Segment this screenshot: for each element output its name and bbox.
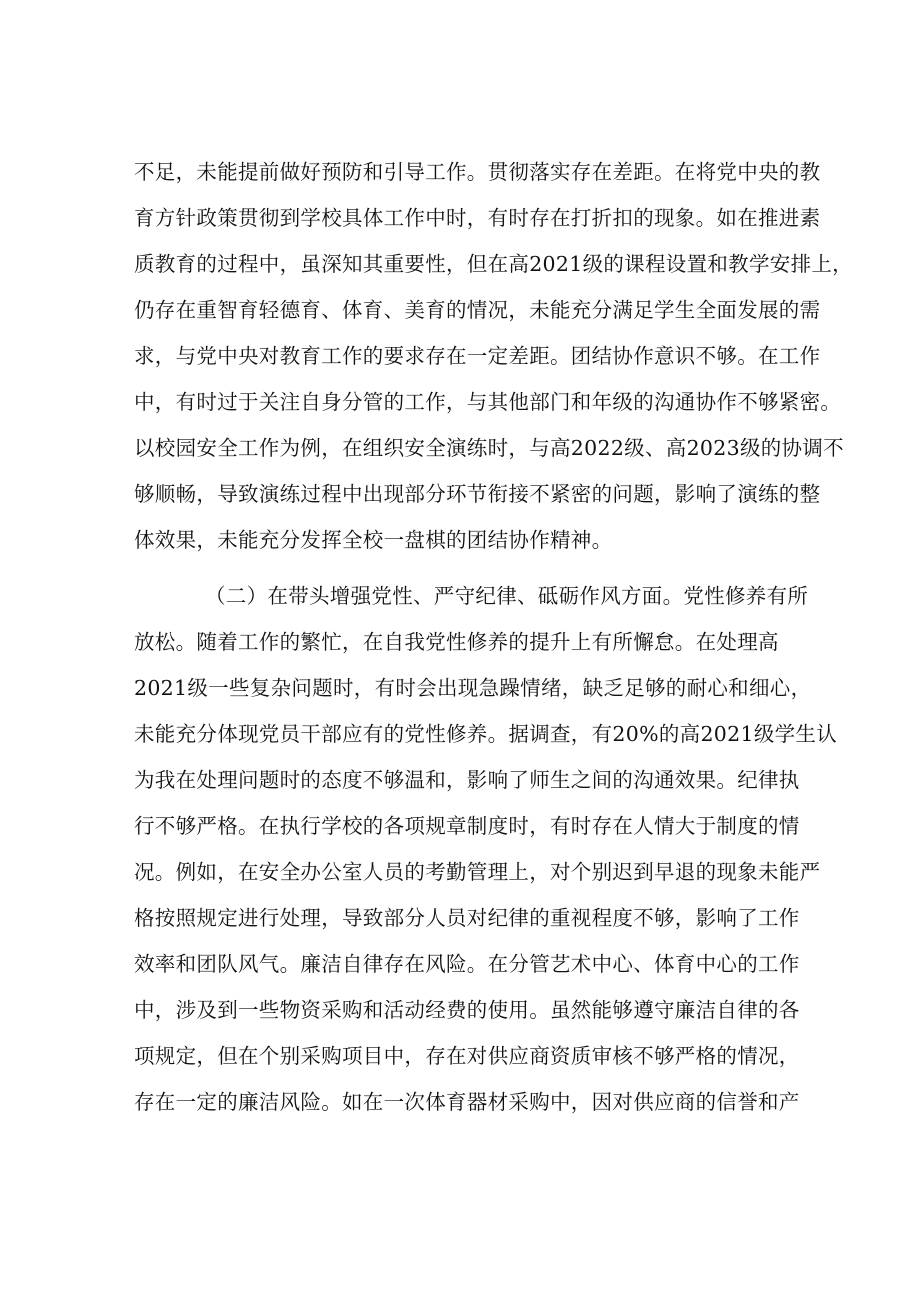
text-line: 育方针政策贯彻到学校具体工作中时，有时存在打折扣的现象。如在推进素 — [134, 206, 821, 230]
text-line: 不足，未能提前做好预防和引导工作。贯彻落实存在差距。在将党中央的教 — [134, 160, 821, 184]
text-line: 仍存在重智育轻德育、体育、美育的情况，未能充分满足学生全面发展的需 — [134, 298, 821, 322]
text-line: 以校园安全工作为例，在组织安全演练时，与高2022级、高2023级的协调不 — [134, 436, 844, 460]
text-line: 行不够严格。在执行学校的各项规章制度时，有时存在人情大于制度的情 — [134, 814, 800, 838]
text-line: 效率和团队风气。廉洁自律存在风险。在分管艺术中心、体育中心的工作 — [134, 952, 800, 976]
text-line: 况。例如，在安全办公室人员的考勤管理上，对个别迟到早退的现象未能严 — [134, 860, 821, 884]
text-line: 格按照规定进行处理，导致部分人员对纪律的重视程度不够，影响了工作 — [134, 906, 800, 930]
text-line: 项规定，但在个别采购项目中，存在对供应商资质审核不够严格的情况， — [134, 1044, 800, 1068]
text-line: 中，涉及到一些物资采购和活动经费的使用。虽然能够遵守廉洁自律的各 — [134, 998, 800, 1022]
text-line: （二）在带头增强党性、严守纪律、砥砺作风方面。党性修养有所 — [205, 584, 809, 608]
text-line: 未能充分体现党员干部应有的党性修养。据调查，有20%的高2021级学生认 — [134, 722, 838, 746]
text-line: 2021级一些复杂问题时，有时会出现急躁情绪，缺乏足够的耐心和细心， — [134, 676, 812, 700]
text-line: 质教育的过程中，虽深知其重要性，但在高2021级的课程设置和教学安排上， — [134, 252, 853, 276]
text-line: 体效果，未能充分发挥全校一盘棋的团结协作精神。 — [134, 528, 613, 552]
text-line: 中，有时过于关注自身分管的工作，与其他部门和年级的沟通协作不够紧密。 — [134, 390, 842, 414]
text-line: 为我在处理问题时的态度不够温和，影响了师生之间的沟通效果。纪律执 — [134, 768, 800, 792]
text-line: 够顺畅，导致演练过程中出现部分环节衔接不紧密的问题，影响了演练的整 — [134, 482, 821, 506]
text-line: 放松。随着工作的繁忙，在自我党性修养的提升上有所懈怠。在处理高 — [134, 630, 779, 654]
text-line: 求，与党中央对教育工作的要求存在一定差距。团结协作意识不够。在工作 — [134, 344, 821, 368]
text-line: 存在一定的廉洁风险。如在一次体育器材采购中，因对供应商的信誉和产 — [134, 1090, 800, 1114]
